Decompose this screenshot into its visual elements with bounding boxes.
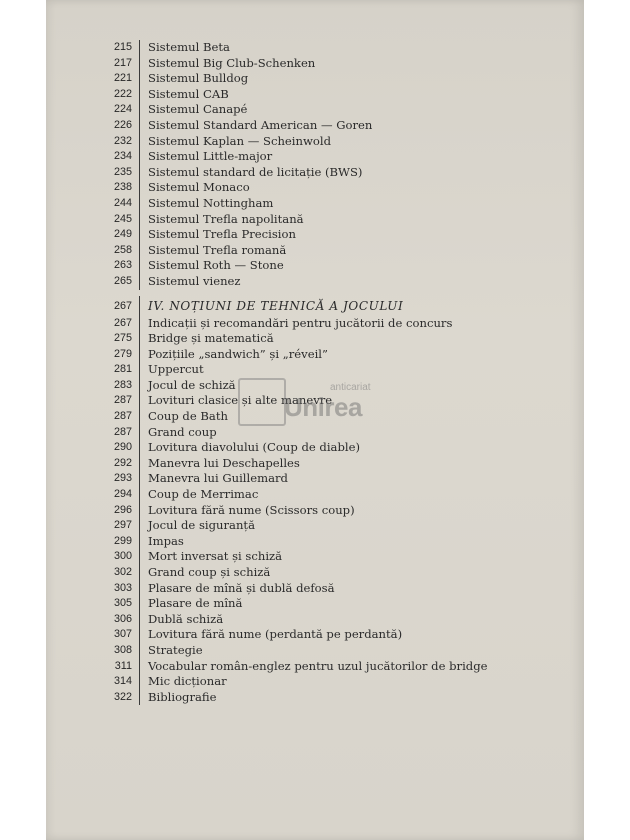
toc-entry [98, 643, 558, 659]
toc-entry-title: Bibliografie [148, 689, 217, 704]
toc-entry-title: Sistemul standard de licitație (BWS) [148, 164, 363, 179]
toc-divider-line [139, 212, 140, 228]
toc-divider-line [139, 456, 140, 472]
toc-page-number: 306 [113, 612, 132, 625]
toc-divider-line [139, 487, 140, 503]
toc-page-number: 235 [113, 165, 132, 178]
toc-page-number: 279 [113, 347, 132, 360]
toc-page-number: 302 [113, 566, 132, 578]
toc-page-number: 245 [113, 212, 132, 225]
toc-divider-line [139, 243, 140, 259]
toc-entry [98, 456, 558, 472]
toc-entry [98, 165, 558, 181]
toc-divider-line [139, 393, 140, 409]
toc-page-number: 224 [113, 103, 132, 116]
toc-divider-line [139, 296, 140, 316]
toc-entry-title: Sistemul Monaco [148, 180, 250, 195]
toc-divider-line [139, 378, 140, 394]
toc-entry-title: Indicații și recomandări pentru jucătorii de concurs [148, 315, 453, 330]
toc-entry-title: Lovitura fără nume (Scissors coup) [148, 502, 355, 517]
toc-entry [98, 347, 558, 363]
toc-page-number: 287 [113, 425, 132, 438]
toc-section-heading [98, 296, 558, 316]
toc-entry [98, 56, 558, 72]
toc-page-number: 234 [113, 150, 132, 163]
toc-entry-title: Lovitura diavolului (Coup de diable) [148, 440, 360, 455]
toc-entry-title: Sistemul Bulldog [148, 71, 249, 86]
toc-entry-title: Pozițiile „sandwich” și „réveil” [148, 346, 328, 361]
toc-page-number: 275 [113, 332, 132, 345]
toc-entry [98, 596, 558, 612]
toc-entry-title: Sistemul Little-major [148, 149, 273, 164]
toc-entry-title: Impas [148, 533, 184, 548]
toc-entry-title: Sistemul Standard American — Goren [148, 117, 373, 132]
toc-divider-line [139, 227, 140, 243]
watermark-main-text: Unirea [284, 392, 362, 422]
toc-entry-title: Sistemul CAB [148, 86, 229, 101]
toc-entry [98, 71, 558, 87]
toc-entry [98, 196, 558, 212]
toc-entry [98, 690, 558, 706]
toc-entry [98, 149, 558, 165]
toc-entry-title: Coup de Bath [148, 409, 228, 424]
toc-entry-title: Mort inversat și schiză [148, 549, 283, 564]
toc-divider-line [139, 690, 140, 706]
toc-divider-line [139, 362, 140, 378]
toc-entry [98, 118, 558, 134]
toc-divider-line [139, 627, 140, 643]
toc-entry-title: Sistemul Kaplan — Scheinwold [148, 133, 331, 148]
toc-entry [98, 274, 558, 290]
toc-divider-line [139, 149, 140, 165]
toc-page-number: 226 [113, 118, 132, 131]
toc-page-number: 308 [113, 643, 132, 656]
toc-entry-title: Grand coup [148, 424, 217, 439]
toc-divider-line [139, 258, 140, 274]
toc-divider-line [139, 331, 140, 347]
toc-entry-title: Jocul de siguranță [148, 518, 255, 533]
toc-entry [98, 518, 558, 534]
toc-entry [98, 180, 558, 196]
toc-divider-line [139, 581, 140, 597]
toc-entry [98, 487, 558, 503]
toc-page-number: 221 [113, 72, 132, 85]
toc-entry-title: Manevra lui Deschapelles [148, 455, 300, 470]
toc-page-number: 287 [113, 394, 132, 407]
toc-page-number: 307 [113, 628, 132, 641]
toc-entry-title: Sistemul Big Club-Schenken [148, 55, 316, 70]
toc-entry-title: Lovitura fără nume (perdantă pe perdantă) [148, 627, 403, 642]
toc-divider-line [139, 71, 140, 87]
toc-divider-line [139, 40, 140, 56]
toc-entry-title: Plasare de mînă [148, 596, 243, 611]
toc-entry-title: Bridge și matematică [148, 331, 274, 346]
toc-page-number: 296 [113, 503, 132, 516]
toc-entry-title: Sistemul Trefla napolitană [148, 211, 304, 226]
toc-divider-line [139, 643, 140, 659]
toc-entry [98, 40, 558, 56]
toc-page-number: 249 [113, 228, 132, 241]
toc-page-number: 287 [113, 410, 132, 423]
toc-page-number: 283 [113, 378, 132, 391]
toc-page-number: 305 [113, 597, 132, 610]
toc-page-number: 222 [113, 87, 132, 100]
toc-divider-line [139, 102, 140, 118]
toc-entry-title: Vocabular român-englez pentru uzul jucătorilor de bridge [148, 658, 488, 673]
toc-entry-title: Dublă schiză [148, 611, 224, 626]
toc-divider-line [139, 518, 140, 534]
toc-entry [98, 549, 558, 565]
toc-entry [98, 316, 558, 332]
toc-entry [98, 471, 558, 487]
watermark [238, 374, 398, 432]
toc-divider-line [139, 503, 140, 519]
toc-page-number: 232 [113, 134, 132, 147]
toc-entry-title: Sistemul Beta [148, 40, 230, 54]
toc-entry [98, 440, 558, 456]
toc-entry [98, 627, 558, 643]
toc-divider-line [139, 596, 140, 612]
toc-divider-line [139, 316, 140, 332]
toc-divider-line [139, 180, 140, 196]
toc-entry-title: Sistemul Trefla Precision [148, 227, 296, 242]
toc-entry [98, 243, 558, 259]
toc-entry-title: Mic dicționar [148, 674, 227, 689]
toc-entry [98, 503, 558, 519]
toc-divider-line [139, 565, 140, 581]
toc-divider-line [139, 471, 140, 487]
toc-entry-title: Sistemul Trefla romană [148, 242, 287, 257]
toc-page-number: 294 [113, 488, 132, 501]
toc-divider-line [139, 534, 140, 550]
toc-page-number: 297 [113, 519, 132, 532]
toc-entry [98, 227, 558, 243]
toc-page-number: 267 [113, 299, 132, 312]
toc-divider-line [139, 409, 140, 425]
toc-divider-line [139, 56, 140, 72]
toc-page-number: 303 [113, 581, 132, 594]
toc-entry-title: Lovituri clasice și alte manevre [148, 393, 333, 408]
toc-page-number: 263 [113, 259, 132, 272]
toc-entry [98, 134, 558, 150]
toc-entry [98, 102, 558, 118]
toc-divider-line [139, 87, 140, 103]
toc-divider-line [139, 118, 140, 134]
toc-entry [98, 212, 558, 228]
toc-entry [98, 258, 558, 274]
toc-divider-line [139, 347, 140, 363]
toc-entry-title: Manevra lui Guillemard [148, 471, 288, 486]
toc-divider-line [139, 674, 140, 690]
toc-divider-line [139, 440, 140, 456]
toc-entry [98, 565, 558, 581]
toc-entry [98, 659, 558, 675]
toc-divider-line [139, 196, 140, 212]
toc-divider-line [139, 274, 140, 290]
watermark-book-icon [238, 378, 286, 426]
toc-page-number: 238 [113, 181, 132, 194]
toc-page-number: 292 [113, 456, 132, 469]
toc-entry-title: Sistemul Nottingham [148, 195, 274, 210]
toc-entry [98, 87, 558, 103]
toc-entry-title: Jocul de schiză [148, 377, 236, 392]
toc-entry [98, 534, 558, 550]
toc-entry-title: Plasare de mînă și dublă defosă [148, 580, 335, 595]
toc-entry [98, 581, 558, 597]
watermark-top-text: anticariat [330, 382, 371, 393]
table-of-contents [98, 40, 558, 705]
toc-entry-title: Coup de Merrimac [148, 487, 259, 502]
toc-page-number: 217 [113, 56, 132, 69]
toc-page-number: 281 [113, 363, 132, 376]
toc-divider-line [139, 165, 140, 181]
toc-entry [98, 331, 558, 347]
toc-page-number: 300 [113, 550, 132, 563]
toc-page-number: 299 [113, 534, 132, 547]
toc-page-number: 293 [113, 472, 132, 485]
toc-entry-title: Strategie [148, 642, 203, 657]
toc-page-number: 258 [113, 243, 132, 256]
toc-page-number: 215 [113, 41, 132, 53]
toc-entry [98, 674, 558, 690]
toc-entry [98, 612, 558, 628]
toc-divider-line [139, 425, 140, 441]
toc-entry-title: Sistemul vienez [148, 273, 241, 288]
toc-page-number: 267 [113, 316, 132, 329]
toc-page-number: 244 [113, 196, 132, 209]
toc-entry-title: Uppercut [148, 362, 204, 377]
toc-page-number: 314 [113, 675, 132, 688]
toc-entry-title: Grand coup și schiză [148, 565, 271, 579]
toc-divider-line [139, 612, 140, 628]
toc-page-number: 265 [113, 274, 132, 287]
toc-page-number: 322 [113, 690, 132, 703]
toc-divider-line [139, 134, 140, 150]
toc-divider-line [139, 549, 140, 565]
toc-section-title: IV. NOȚIUNI DE TEHNICĂ A JOCULUI [148, 298, 404, 313]
toc-page-number: 311 [114, 659, 132, 672]
toc-entry-title: Sistemul Roth — Stone [148, 258, 284, 273]
toc-page-number: 290 [113, 441, 132, 454]
toc-divider-line [139, 659, 140, 675]
toc-entry-title: Sistemul Canapé [148, 102, 248, 117]
